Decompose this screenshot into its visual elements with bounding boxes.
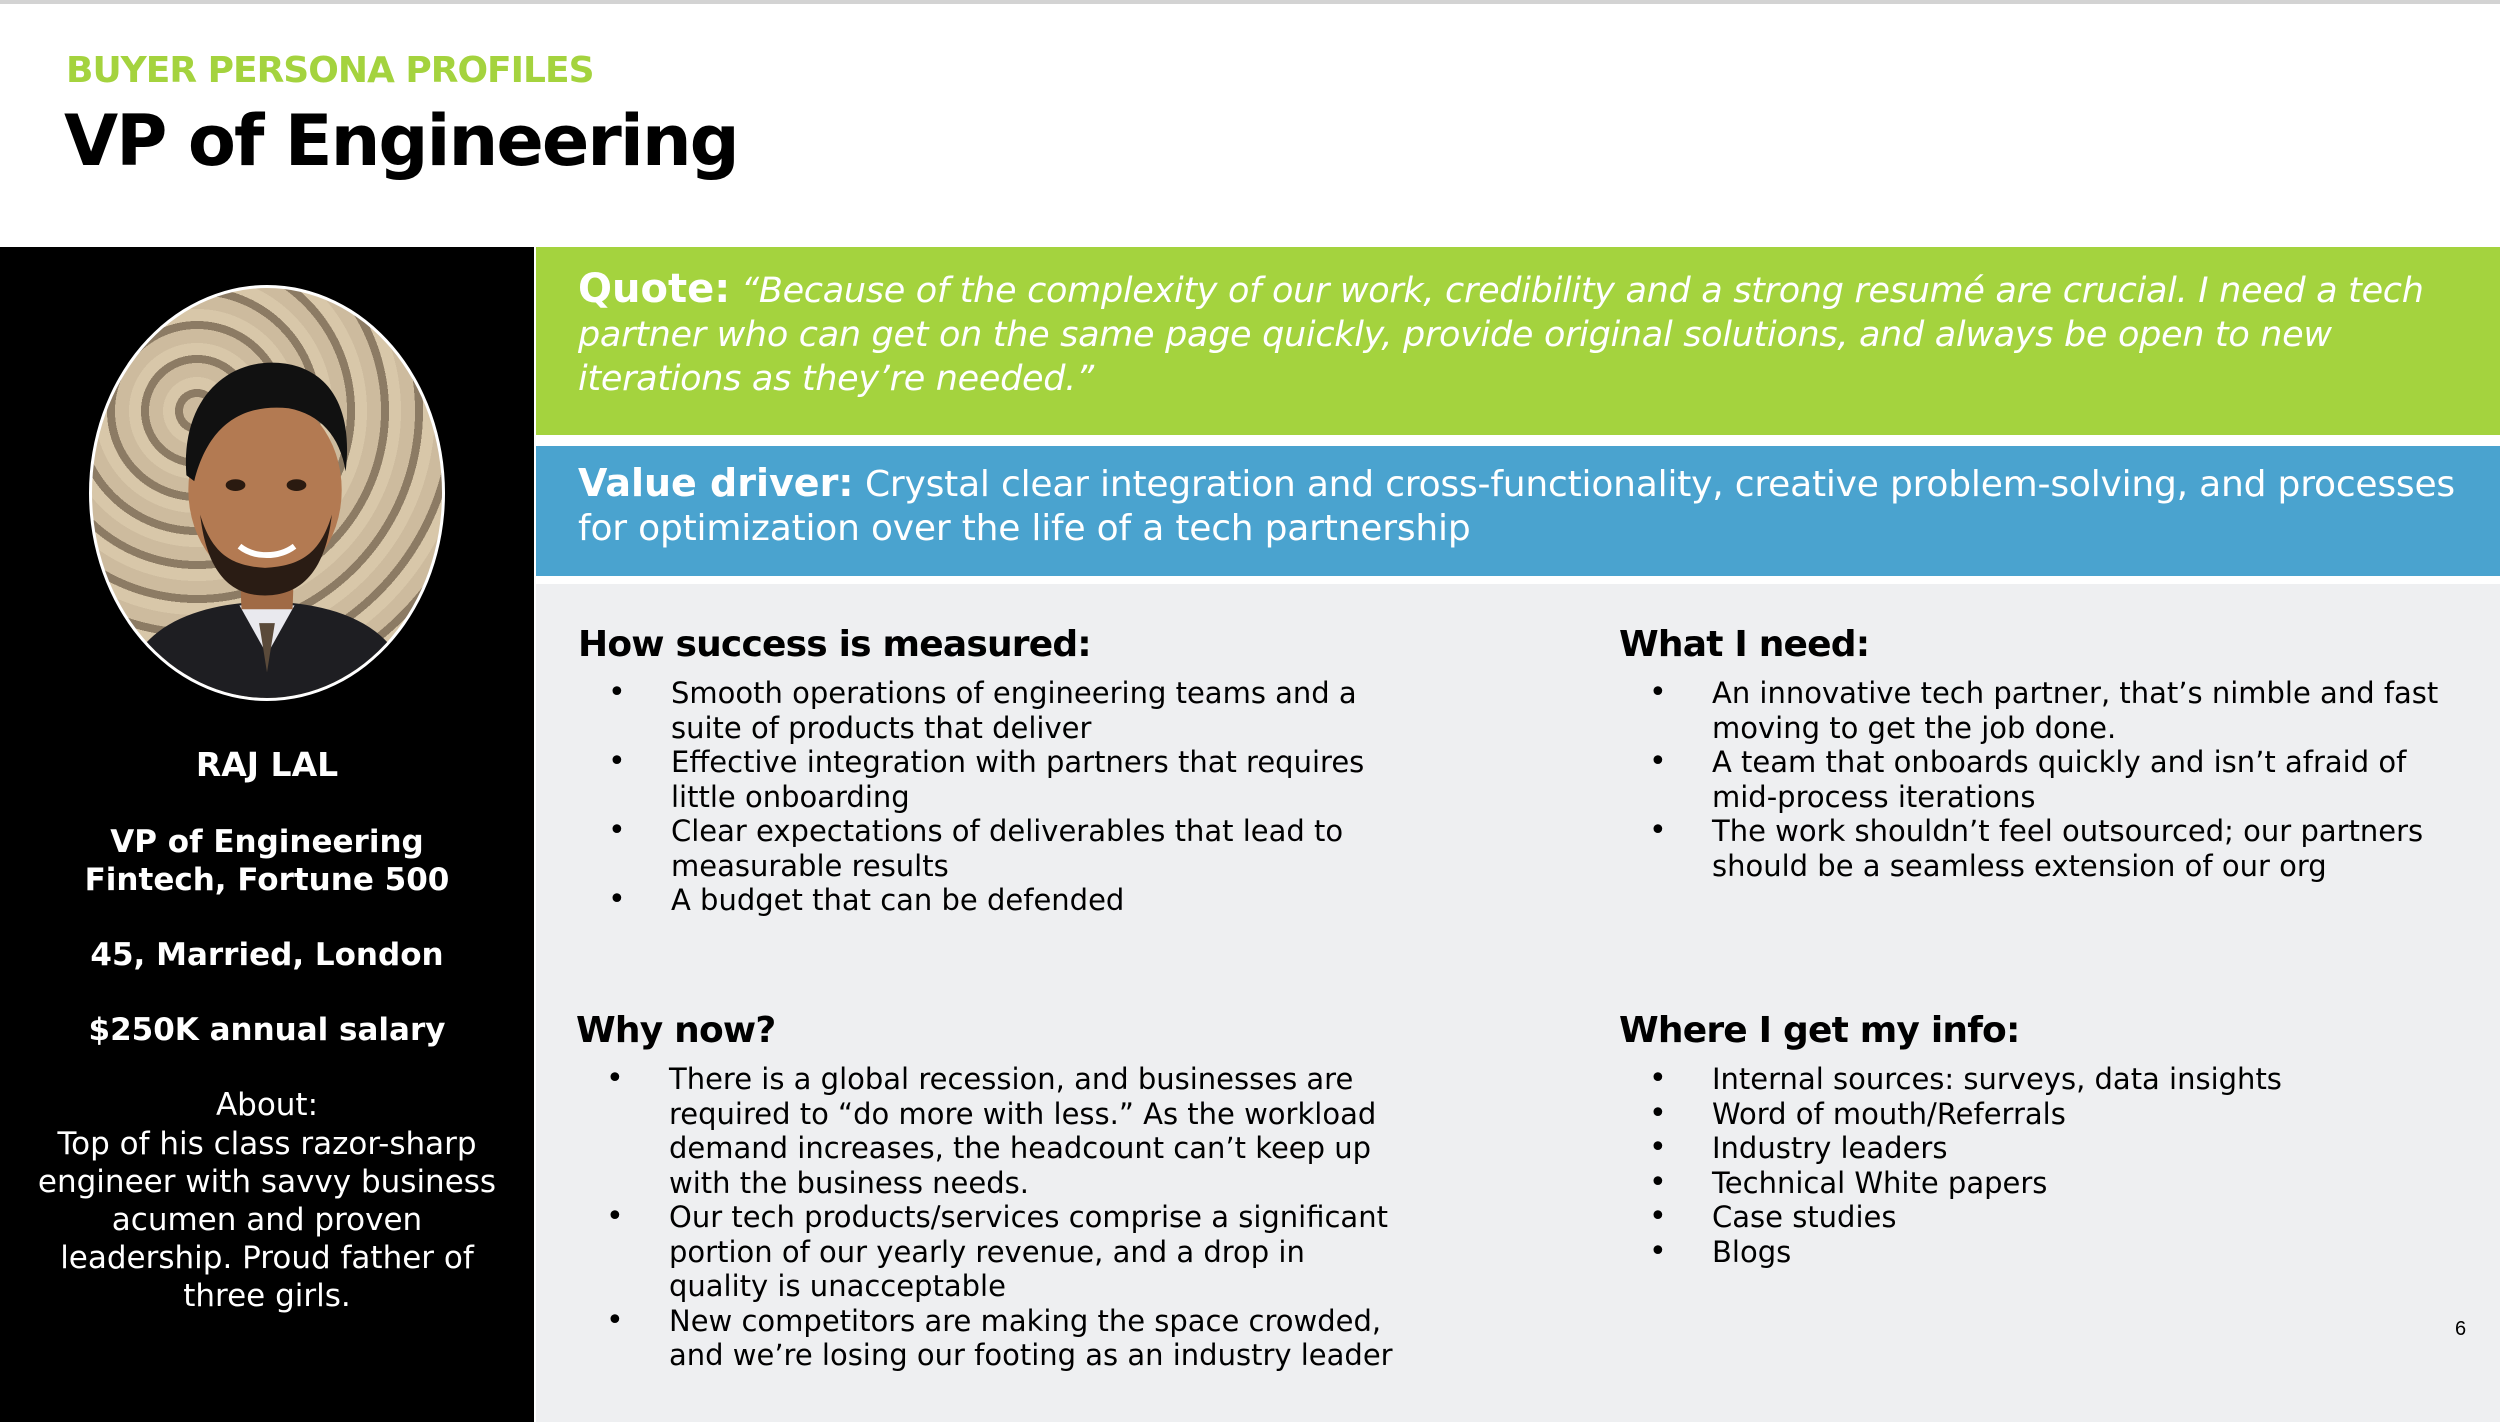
about-text: Top of his class razor-sharp engineer with savvy business acumen and proven leadership. Proud father of three girls. (37, 1126, 497, 1314)
list-item: • Case studies (1619, 1200, 2459, 1235)
page-title: VP of Engineering (64, 100, 738, 182)
persona-role (0, 823, 534, 899)
about-label: About: (215, 1087, 319, 1123)
list-item: • Technical White papers (1619, 1166, 2459, 1201)
list-item: • Our tech products/services comprise a significant portion of our yearly revenue, and a drop in quality is unacceptable (576, 1200, 1406, 1304)
value-driver-banner (536, 446, 2500, 576)
why-now-heading: Why now? (576, 1010, 776, 1051)
info-sources-list (1619, 1062, 2459, 1269)
list-item: • Clear expectations of deliverables that lead to measurable results (578, 814, 1398, 883)
list-item: • Word of mouth/Referrals (1619, 1097, 2459, 1132)
needs-list (1619, 676, 2459, 883)
value-driver-text: Crystal clear integration and cross-functionality, creative problem-solving, and processes for optimization over the life of a tech partnership (578, 464, 2455, 549)
quote-text: “Because of the complexity of our work, credibility and a strong resumé are crucial. I need a tech partner who can get on the same page quickly, provide original solutions, and always be open to new iterations as they’re needed.” (578, 271, 2424, 399)
list-item: • Blogs (1619, 1235, 2459, 1270)
top-rule (0, 0, 2500, 4)
profile-photo (89, 285, 445, 701)
persona-demographics: 45, Married, London (90, 937, 444, 973)
list-item: • A team that onboards quickly and isn’t afraid of mid-process iterations (1619, 745, 2459, 814)
list-item: • Industry leaders (1619, 1131, 2459, 1166)
success-heading: How success is measured: (578, 624, 1091, 665)
persona-name: RAJ LAL (195, 745, 339, 784)
list-item: • Internal sources: surveys, data insights (1619, 1062, 2459, 1097)
profile-panel (0, 247, 534, 1422)
page-number: 6 (2455, 1318, 2467, 1340)
needs-heading: What I need: (1619, 624, 1870, 665)
quote-label: Quote: (578, 266, 731, 312)
list-item: • Effective integration with partners that requires little onboarding (578, 745, 1398, 814)
person-portrait-image (92, 288, 442, 698)
list-item: • Smooth operations of engineering teams and a suite of products that deliver (578, 676, 1398, 745)
list-item: • An innovative tech partner, that’s nimble and fast moving to get the job done. (1619, 676, 2459, 745)
persona-details (536, 584, 2500, 1422)
list-item: • There is a global recession, and businesses are required to “do more with less.” As the workload demand increases, the headcount can’t keep up with the business needs. (576, 1062, 1406, 1200)
success-list (578, 676, 1398, 918)
list-item: • A budget that can be defended (578, 883, 1398, 918)
value-driver-label: Value driver: (578, 461, 854, 505)
quote-banner (536, 247, 2500, 435)
list-item: • The work shouldn’t feel outsourced; our partners should be a seamless extension of our org (1619, 814, 2459, 883)
list-item: • New competitors are making the space crowded, and we’re losing our footing as an industry leader (576, 1304, 1406, 1373)
persona-role-title: VP of Engineering (110, 824, 424, 860)
info-sources-heading: Where I get my info: (1619, 1010, 2020, 1051)
persona-role-company: Fintech, Fortune 500 (84, 862, 450, 898)
why-now-list (576, 1062, 1406, 1373)
section-eyebrow: BUYER PERSONA PROFILES (66, 50, 594, 91)
persona-salary: $250K annual salary (88, 1012, 446, 1048)
